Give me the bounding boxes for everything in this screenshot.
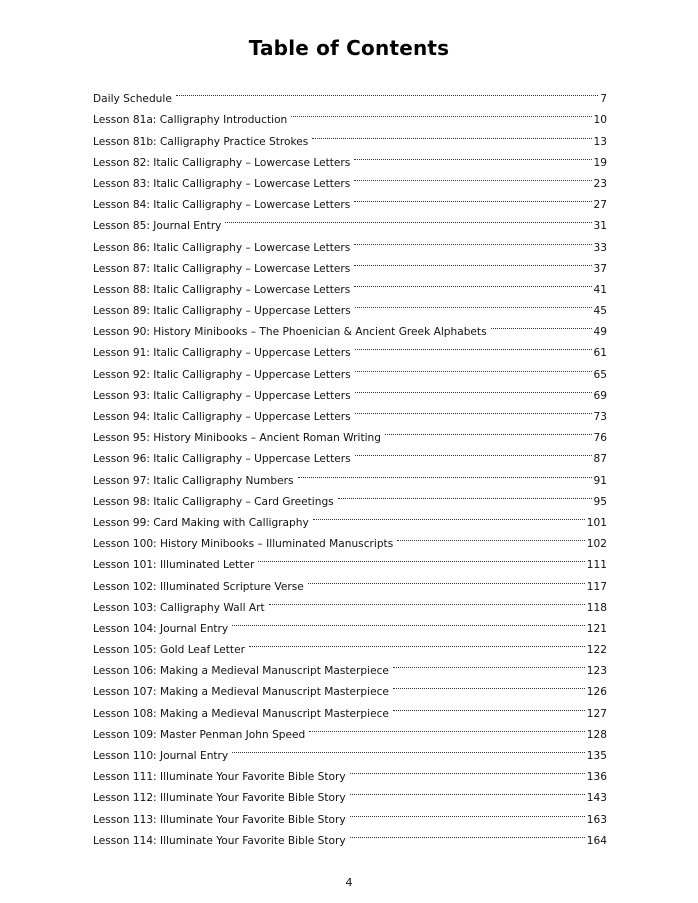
toc-entry-page: 73 bbox=[593, 411, 607, 423]
toc-entry-label: Lesson 110: Journal Entry bbox=[93, 750, 229, 762]
toc-entry-page: 27 bbox=[593, 199, 607, 212]
toc-entry-label: Lesson 92: Italic Calligraphy – Uppercase Letters bbox=[93, 368, 351, 381]
page-title: Table of Contents bbox=[248, 36, 450, 60]
toc-entry-page: 136 bbox=[586, 771, 607, 784]
toc-dot-leader bbox=[393, 653, 585, 674]
toc-dot-leader bbox=[354, 145, 591, 166]
toc-entry-label: Lesson 103: Calligraphy Wall Art bbox=[93, 601, 265, 614]
toc-dot-leader bbox=[355, 399, 592, 420]
toc-entry-label: Lesson 113: Illuminate Your Favorite Bible Story bbox=[93, 813, 346, 826]
toc-entry-page: 31 bbox=[593, 220, 607, 233]
toc-entry-page: 45 bbox=[593, 305, 607, 318]
toc-dot-leader bbox=[385, 420, 592, 441]
toc-dot-leader bbox=[258, 547, 584, 568]
toc-dot-leader bbox=[393, 695, 585, 716]
toc-entry-label: Lesson 88: Italic Calligraphy – Lowercase Letters bbox=[93, 283, 351, 296]
toc-entry-page: 91 bbox=[593, 474, 607, 487]
toc-entry-label: Lesson 96: Italic Calligraphy – Uppercase Letters bbox=[93, 453, 351, 466]
toc-dot-leader bbox=[225, 208, 591, 229]
toc-entry-label: Lesson 82: Italic Calligraphy – Lowercase Letters bbox=[93, 156, 351, 169]
toc-entry-page: 163 bbox=[586, 813, 607, 826]
toc-entry-label: Lesson 81b: Calligraphy Practice Strokes bbox=[93, 135, 309, 148]
toc-entry-page: 87 bbox=[593, 453, 607, 466]
toc-dot-leader bbox=[312, 123, 591, 144]
toc-dot-leader bbox=[355, 293, 592, 314]
toc-dot-leader bbox=[354, 251, 591, 272]
toc-dot-leader bbox=[308, 568, 585, 589]
toc-entry-page: 61 bbox=[593, 347, 607, 360]
toc-entry-label: Lesson 97: Italic Calligraphy Numbers bbox=[93, 474, 294, 487]
toc-entry-page: 143 bbox=[586, 792, 607, 805]
toc-dot-leader bbox=[176, 81, 598, 102]
toc-dot-leader bbox=[393, 674, 585, 695]
toc-dot-leader bbox=[249, 632, 585, 653]
toc-entry-label: Lesson 83: Italic Calligraphy – Lowercase Letters bbox=[93, 177, 351, 190]
toc-entry-label: Lesson 101: Illuminated Letter bbox=[93, 559, 255, 572]
toc-dot-leader bbox=[350, 780, 585, 801]
toc-entry bbox=[93, 81, 607, 106]
toc-entry-page: 101 bbox=[586, 516, 607, 529]
toc-entry-page: 123 bbox=[586, 665, 607, 678]
toc-dot-leader bbox=[350, 801, 585, 822]
toc-entry-label: Lesson 81a: Calligraphy Introduction bbox=[93, 114, 288, 127]
toc-dot-leader bbox=[397, 526, 585, 547]
toc-entry-label: Lesson 114: Illuminate Your Favorite Bible Story bbox=[93, 834, 346, 847]
toc-entry-page: 19 bbox=[593, 156, 607, 169]
toc-dot-leader bbox=[350, 759, 585, 780]
toc-dot-leader bbox=[355, 378, 592, 399]
toc-dot-leader bbox=[354, 272, 591, 293]
toc-entry-label: Lesson 112: Illuminate Your Favorite Bible Story bbox=[93, 792, 346, 805]
toc-entry-label: Lesson 106: Making a Medieval Manuscript Masterpiece bbox=[93, 665, 389, 678]
toc-entry-page: 122 bbox=[586, 644, 607, 657]
toc-entry-label: Lesson 105: Gold Leaf Letter bbox=[93, 644, 245, 657]
toc-entry-page: 121 bbox=[586, 622, 607, 635]
toc-entry-page: 23 bbox=[593, 177, 607, 190]
toc-entry-label: Lesson 87: Italic Calligraphy – Lowercase Letters bbox=[93, 262, 351, 275]
toc-dot-leader bbox=[355, 441, 592, 462]
toc-entry-page: 10 bbox=[593, 114, 607, 127]
toc-entry-label: Lesson 102: Illuminated Scripture Verse bbox=[93, 580, 304, 593]
toc-entry-label: Lesson 89: Italic Calligraphy – Uppercase Letters bbox=[93, 305, 351, 318]
toc-dot-leader bbox=[354, 166, 591, 187]
table-of-contents bbox=[93, 81, 607, 847]
toc-dot-leader bbox=[355, 356, 592, 377]
toc-entry-page: 7 bbox=[600, 93, 607, 106]
toc-entry-page: 95 bbox=[593, 495, 607, 508]
toc-dot-leader bbox=[313, 505, 585, 526]
toc-entry-label: Lesson 99: Card Making with Calligraphy bbox=[93, 516, 309, 529]
toc-entry-label: Lesson 107: Making a Medieval Manuscript Masterpiece bbox=[93, 686, 389, 699]
toc-dot-leader bbox=[232, 611, 585, 632]
toc-entry-label: Lesson 86: Italic Calligraphy – Lowercase Letters bbox=[93, 241, 351, 254]
toc-entry-label: Lesson 90: History Minibooks – The Phoenician & Ancient Greek Alphabets bbox=[93, 326, 487, 339]
toc-dot-leader bbox=[354, 187, 591, 208]
toc-entry-page: 135 bbox=[586, 750, 607, 762]
toc-entry-label: Lesson 108: Making a Medieval Manuscript Masterpiece bbox=[93, 707, 389, 720]
toc-entry-label: Lesson 104: Journal Entry bbox=[93, 622, 229, 635]
toc-entry-page: 102 bbox=[586, 538, 607, 551]
toc-dot-leader bbox=[309, 717, 584, 738]
toc-entry-page: 111 bbox=[586, 559, 607, 572]
toc-entry-page: 127 bbox=[586, 707, 607, 720]
toc-entry-page: 33 bbox=[593, 241, 607, 254]
toc-entry-page: 41 bbox=[593, 283, 607, 296]
toc-dot-leader bbox=[232, 738, 585, 759]
toc-entry-page: 37 bbox=[593, 262, 607, 275]
toc-entry-page: 128 bbox=[586, 728, 607, 741]
toc-entry-label: Lesson 91: Italic Calligraphy – Uppercase Letters bbox=[93, 347, 351, 360]
page-number: 4 bbox=[345, 876, 353, 889]
toc-entry-page: 126 bbox=[586, 686, 607, 699]
toc-entry-page: 76 bbox=[593, 432, 607, 445]
toc-dot-leader bbox=[355, 335, 592, 356]
toc-entry-page: 65 bbox=[593, 368, 607, 381]
toc-entry-label: Lesson 93: Italic Calligraphy – Uppercase Letters bbox=[93, 389, 351, 402]
toc-entry-label: Lesson 84: Italic Calligraphy – Lowercase Letters bbox=[93, 199, 351, 212]
toc-dot-leader bbox=[291, 102, 591, 123]
toc-entry-page: 69 bbox=[593, 389, 607, 402]
toc-entry-label: Lesson 111: Illuminate Your Favorite Bible Story bbox=[93, 771, 346, 784]
toc-entry-page: 49 bbox=[593, 326, 607, 339]
toc-dot-leader bbox=[350, 823, 585, 844]
toc-dot-leader bbox=[298, 462, 592, 483]
toc-entry-page: 117 bbox=[586, 580, 607, 593]
toc-entry-label: Lesson 95: History Minibooks – Ancient Roman Writing bbox=[93, 432, 381, 445]
toc-dot-leader bbox=[338, 484, 592, 505]
toc-entry-page: 164 bbox=[586, 834, 607, 847]
toc-entry-label: Lesson 100: History Minibooks – Illuminated Manuscripts bbox=[93, 538, 394, 551]
toc-entry-page: 13 bbox=[593, 135, 607, 148]
toc-entry-label: Lesson 94: Italic Calligraphy – Uppercase Letters bbox=[93, 411, 351, 423]
toc-entry-label: Lesson 98: Italic Calligraphy – Card Greetings bbox=[93, 495, 334, 508]
toc-dot-leader bbox=[354, 229, 591, 250]
toc-entry-label: Lesson 109: Master Penman John Speed bbox=[93, 728, 306, 741]
toc-entry-label: Daily Schedule bbox=[93, 93, 172, 106]
toc-entry-page: 118 bbox=[586, 601, 607, 614]
toc-dot-leader bbox=[491, 314, 592, 335]
toc-dot-leader bbox=[269, 590, 585, 611]
toc-entry-label: Lesson 85: Journal Entry bbox=[93, 220, 222, 233]
